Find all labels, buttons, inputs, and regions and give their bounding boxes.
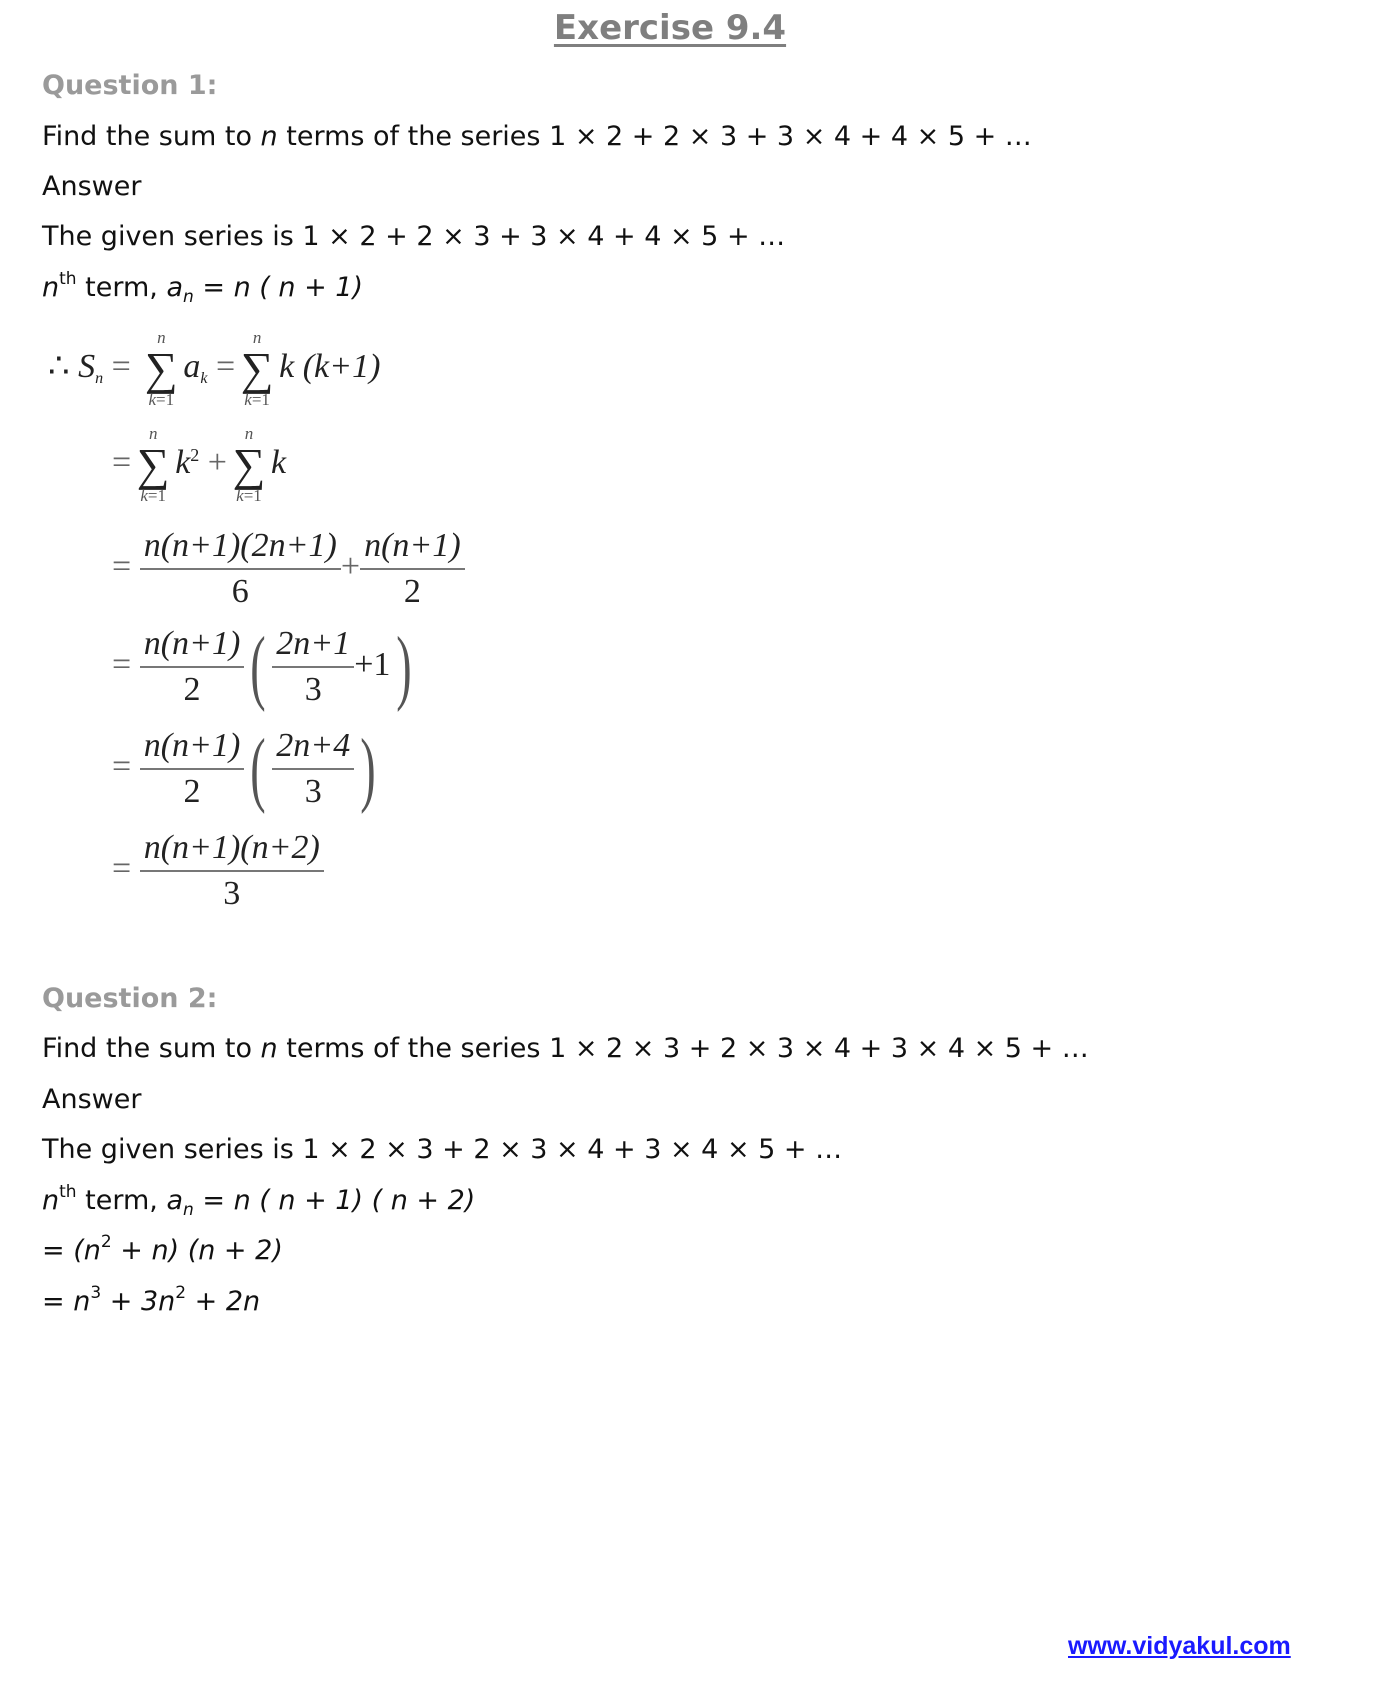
term-text: term, [76,1185,167,1216]
prompt-variable: n [260,121,278,152]
prompt-text: Find the sum to [42,121,261,152]
step-text: + 3n [101,1286,176,1317]
sigma-upper: n [148,424,158,443]
fraction-denominator: 6 [231,573,249,610]
fraction-numerator: n(n+1) [143,727,241,764]
sigma-lower-rest: =1 [243,486,262,505]
fraction-denominator: 3 [223,875,241,912]
k-var: k [270,443,287,481]
question-2-answer-label: Answer [42,1084,142,1115]
equals-sign: = [112,645,132,683]
sigma-lower-k: k [236,486,244,505]
sigma-upper: n [244,424,254,443]
question-1-given: The given series is 1 × 2 + 2 × 3 + 3 × 4 + 4 × 5 + … [42,221,786,252]
sigma-symbol: ∑ [136,439,170,490]
step-text: + n) (n + 2) [111,1235,283,1266]
final-fraction [140,826,324,916]
sigma-1 [139,330,183,408]
sigma-symbol: ∑ [232,439,266,490]
sigma-lower [131,488,175,504]
big-right-paren: ) [360,722,376,815]
plus-sign: + [207,443,227,481]
sigma-lower [235,392,279,408]
fraction-2 [360,524,465,614]
fraction-numerator: n(n+1)(n+2) [143,829,320,866]
fraction-numerator: n(n+1)(2n+1) [143,527,337,564]
step-sup: 2 [175,1283,187,1303]
question-1-heading: Question 1: [42,70,218,101]
step-text: = n [42,1286,91,1317]
fraction-denominator: 2 [403,573,421,610]
prompt-series: terms of the series 1 × 2 × 3 + 2 × 3 × 4 + 3 × 4 × 5 + … [277,1033,1089,1064]
question-2-nth-term [42,1182,476,1220]
n-var: n [42,1185,60,1216]
k-squared-sup: 2 [190,444,200,465]
a-sub: n [183,287,194,307]
fraction-numerator: 2n+1 [276,625,351,662]
prompt-series: terms of the series 1 × 2 + 2 × 3 + 3 × 4 + 4 × 5 + … [277,121,1032,152]
question-1-answer-label: Answer [42,171,142,202]
k-var: k [175,443,191,481]
a-var: a [166,1185,183,1216]
fraction-numerator: n(n+1) [143,625,241,662]
sigma-upper: n [157,328,166,347]
fraction-denominator: 3 [304,773,322,810]
step-sup: 3 [90,1283,102,1303]
sigma-lower-rest: =1 [251,390,270,409]
inner-fraction-2 [272,724,354,814]
n-var: n [42,272,60,303]
fraction-numerator: 2n+4 [276,727,351,764]
derivation-row-5 [112,724,382,814]
derivation-row-6 [112,826,324,916]
sigma-lower-k: k [148,390,157,409]
k-var: k [279,347,295,385]
page-title [0,8,1340,48]
question-1-nth-term [42,269,363,307]
term-text: term, [76,272,167,303]
question-2-heading: Question 2: [42,983,218,1014]
sigma-lower [227,488,271,504]
step-text: = (n [42,1235,101,1266]
a-k: a [183,347,201,385]
equals-sign: = [215,347,236,385]
fraction-4 [140,724,245,814]
fraction-denominator: 2 [183,773,201,810]
sigma-lower-rest: =1 [147,486,166,505]
question-2-given: The given series is 1 × 2 × 3 + 2 × 3 × 4 + 3 × 4 × 5 + … [42,1134,843,1165]
sigma-2 [235,330,279,408]
inner-fraction-1 [272,622,354,712]
vidyakul-link[interactable]: www.vidyakul.com [1068,1632,1291,1660]
step-text: + 2n [186,1286,261,1317]
derivation-row-4 [112,622,418,712]
th-sup: th [59,269,77,289]
fraction-denominator: 2 [183,671,201,708]
derivation-row-3 [112,524,465,614]
term-rhs: = n ( n + 1) ( n + 2) [193,1185,476,1216]
k-plus-1: (k+1) [302,347,381,385]
fraction-denominator: 3 [304,671,322,708]
big-left-paren: ( [250,620,266,713]
big-right-paren: ) [396,620,413,713]
therefore-symbol: ∴ [48,347,70,385]
sigma-symbol: ∑ [144,343,178,394]
question-2-step-2 [42,1283,261,1317]
sigma-lower-k: k [140,486,148,505]
derivation-row-2 [112,426,286,504]
equals-sign: = [112,747,132,785]
fraction-3 [140,622,245,712]
sigma-symbol: ∑ [240,343,274,394]
fraction-numerator: n(n+1) [364,527,461,564]
sigma-upper: n [252,328,262,347]
plus-one: +1 [354,645,391,683]
th-sup: th [59,1182,77,1202]
big-left-paren: ( [250,722,266,815]
sigma-lower-rest: =1 [156,390,175,409]
question-2-step-1 [42,1232,283,1266]
page-title-text: Exercise 9.4 [553,8,787,48]
step-sup: 2 [100,1232,112,1252]
a-var: a [166,272,183,303]
prompt-variable: n [260,1033,278,1064]
plus-sign: + [340,547,361,585]
s-var: S [78,347,96,385]
fraction-1 [140,524,341,614]
sigma-3 [131,426,175,504]
equals-sign: = [112,849,132,887]
s-sub: n [95,369,104,387]
sigma-lower [139,392,183,408]
term-rhs: = n ( n + 1) [193,272,363,303]
question-1-prompt [42,121,1032,152]
a-k-sub: k [200,369,208,387]
a-sub: n [183,1200,194,1220]
derivation-row-1 [48,330,380,408]
sigma-lower-k: k [244,390,252,409]
prompt-text: Find the sum to [42,1033,261,1064]
equals-sign: = [112,547,132,585]
question-2-prompt [42,1033,1089,1064]
equals-sign: = [111,347,131,385]
equals-sign: = [112,443,132,481]
sigma-4 [227,426,271,504]
